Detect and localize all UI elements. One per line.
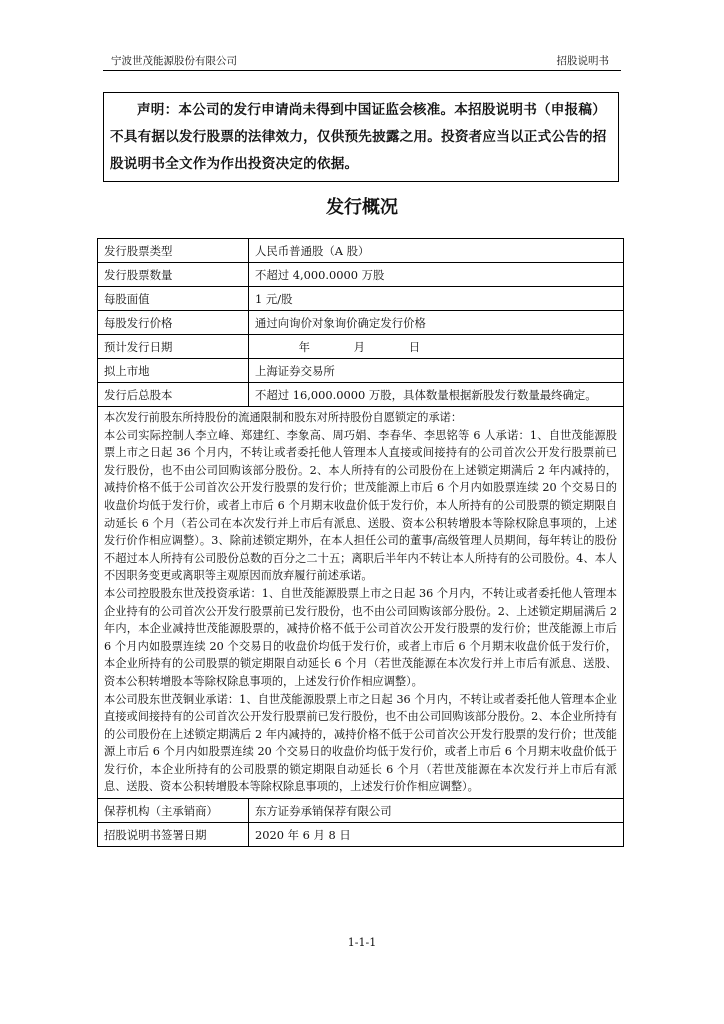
page-number: 1-1-1 — [347, 936, 377, 949]
table-row — [98, 311, 624, 335]
table-row — [98, 335, 624, 359]
row-value: 不超过 4,000.0000 万股 — [249, 263, 624, 287]
row-value: 通过向询价对象询价确定发行价格 — [249, 311, 624, 335]
lockup-intro: 本次发行前股东所持股份的流通限制和股东对所持股份自愿锁定的承诺： — [104, 411, 463, 424]
issue-date-value — [249, 335, 624, 359]
month-label: 月 — [353, 339, 366, 354]
year-label: 年 — [298, 339, 311, 354]
row-label: 发行股票类型 — [98, 239, 249, 263]
table-row — [98, 799, 624, 823]
lockup-controller-commitment: 本公司实际控制人李立峰、郑建红、李象高、周巧娟、李春华、李思铭等 6 人承诺：1、自世茂能源股票上市之日起 36 个月内，不转让或者委托他人管理本人直接或间接持有的公司首次公开发行股票前已发行股份，也不由公司回购该部分股份。2、本人所持有的公司股份在上述锁定期满后 2 年内减持的，减持价格不低于公司首次公开发行股票的发行价；世茂能源上市后 6 个月内如股票连续 20 个交易日的收盘价均低于发行价，或者上市后 6 个月期末收盘价低于发行价，本人所持有的公司股票的锁定期限自动延长 6 个月（若公司在本次发行并上市后有派息、送股、资本公积转增股本等除权除息事项的，上述发行价作相应调整）。3、除前述锁定期外，在本人担任公司的董事/高级管理人员期间，每年转让的股份不超过本人所持有公司股份总数的百分之二十五；离职后半年内不转让本人所持有的公司股份。4、本人不因职务变更或离职等主观原因而放弃履行前述承诺。 — [104, 428, 617, 583]
row-value: 不超过 16,000.0000 万股，具体数量根据新股发行数量最终确定。 — [249, 383, 624, 407]
lockup-commitments-row — [98, 407, 624, 799]
lockup-shareholder-commitment: 本公司股东世茂铜业承诺：1、自世茂能源股票上市之日起 36 个月内，不转让或者委托他人管理本企业直接或间接持有的公司首次公开发行股票前已发行股份，也不由公司回购该部分股份。2、本企业所持有的公司股份在上述锁定期满后 2 年内减持的，减持价格不低于公司首次公开发行股票的发行价；世茂能源上市后 6 个月内如股票连续 20 个交易日的收盘价均低于发行价，或者上市后 6 个月期末收盘价低于发行价，本企业所持有的公司股票的锁定期限自动延长 6 个月（若世茂能源在本次发行并上市后有派息、送股、资本公积转增股本等除权除息事项的，上述发行价作相应调整）。 — [104, 692, 617, 794]
page-header — [103, 48, 621, 71]
table-row — [98, 287, 624, 311]
row-label: 预计发行日期 — [98, 335, 249, 359]
row-value: 1 元/股 — [249, 287, 624, 311]
lockup-commitments — [98, 407, 624, 799]
sponsor-value: 东方证券承销保荐有限公司 — [249, 799, 624, 823]
disclaimer-notice: 声明：本公司的发行申请尚未得到中国证监会核准。本招股说明书（申报稿）不具有据以发行股票的法律效力，仅供预先披露之用。投资者应当以正式公告的招股说明书全文作为作出投资决定的依据。 — [103, 92, 619, 182]
row-label: 每股面值 — [98, 287, 249, 311]
lockup-controlling-shareholder-commitment: 本公司控股股东世茂投资承诺：1、自世茂能源股票上市之日起 36 个月内，不转让或者委托他人管理本企业持有的公司首次公开发行股票前已发行股份，也不由公司回购该部分股份。2、上述锁定期届满后 2 年内，本企业减持世茂能源股票的，减持价格不低于公司首次公开发行股票的发行价；世茂能源上市后 6 个月内如股票连续 20 个交易日的收盘价均低于发行价，或者上市后 6 个月期末收盘价低于发行价，本企业所持有的公司股票的锁定期限自动延长 6 个月（若世茂能源在本次发行并上市后有派息、送股、资本公积转增股本等除权除息事项的，上述发行价作相应调整）。 — [104, 586, 617, 688]
row-label: 发行股票数量 — [98, 263, 249, 287]
table-row — [98, 383, 624, 407]
header-doc-type: 招股说明书 — [556, 55, 609, 67]
row-value: 人民币普通股（A 股） — [249, 239, 624, 263]
table-row — [98, 359, 624, 383]
page-title: 发行概况 — [326, 197, 398, 218]
sign-date-label: 招股说明书签署日期 — [98, 823, 249, 847]
table-row — [98, 823, 624, 847]
row-label: 拟上市地 — [98, 359, 249, 383]
sign-date-value: 2020 年 6 月 8 日 — [249, 823, 624, 847]
table-row — [98, 239, 624, 263]
table-row — [98, 263, 624, 287]
offering-summary-table — [97, 238, 624, 847]
sponsor-label: 保荐机构（主承销商） — [98, 799, 249, 823]
row-label: 发行后总股本 — [98, 383, 249, 407]
row-value: 上海证券交易所 — [249, 359, 624, 383]
day-label: 日 — [408, 339, 421, 354]
header-company: 宁波世茂能源股份有限公司 — [111, 55, 237, 67]
row-label: 每股发行价格 — [98, 311, 249, 335]
